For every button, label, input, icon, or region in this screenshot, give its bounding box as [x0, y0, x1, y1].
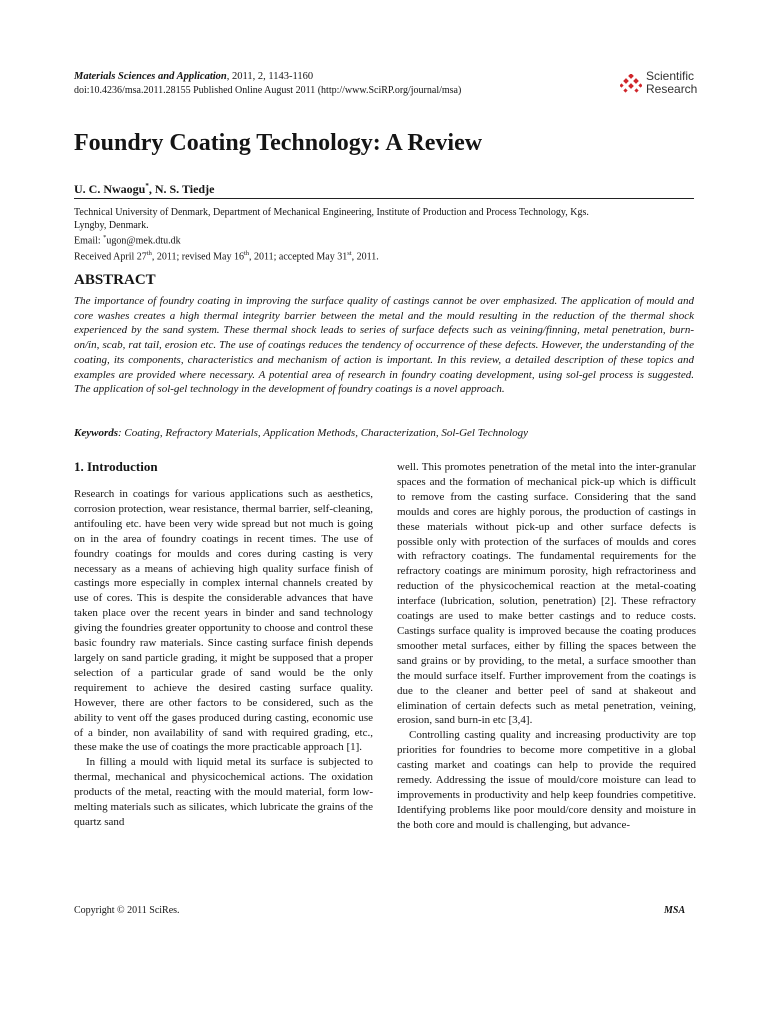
email-mark: *: [103, 234, 107, 242]
publisher-logo-icon: [620, 74, 642, 94]
section-heading: 1. Introduction: [74, 459, 158, 474]
logo-line-2: Research: [646, 82, 698, 96]
corresponding-mark: *: [145, 182, 149, 190]
year-text: , 2011.: [351, 251, 379, 263]
author-list: [74, 179, 214, 197]
journal-abbreviation: MSA: [664, 905, 686, 916]
affiliation-line-2: Lyngby, Denmark.: [74, 219, 149, 231]
email-address[interactable]: ugon@mek.dtu.dk: [106, 235, 181, 247]
abstract-heading: ABSTRACT: [74, 272, 156, 288]
journal-citation: [74, 70, 313, 83]
email-line: [74, 232, 694, 248]
revised-text: , 2011; revised May 16: [151, 251, 244, 263]
keywords-line: [74, 426, 694, 440]
affiliation-block: [74, 207, 694, 264]
accepted-text: , 2011; accepted May 31: [249, 251, 348, 263]
copyright-notice: Copyright © 2011 SciRes.: [74, 905, 180, 916]
paragraph: Controlling casting quality and increasing productivity are top priorities for foundries to become more competitive in a global casting market and coatings can help to provide the required remedy. Addressing the issue of mould/core moisture can lead to improvements in productivity and help keep foundries competitive. Identifying problems like poor mould/core density and moisture in the both core and mould is challenging, but advance-: [397, 729, 696, 831]
logo-line-1: Scientific: [646, 69, 695, 83]
abstract-text: The importance of foundry coating in improving the surface quality of castings cannot be over emphasized. The application of mould and core washes creates a high thermal integrity barrier between the metal and the mould resulting in the reduction of the thermal shock experienced by the sand system. These thermal shock leads to series of surface defects such as veining/finning, metal penetration, burn-on/in, scab, rat tail, erosion etc. The use of coatings reduces the tendency of occurrence of these defects. However, the understanding of the coating, its components, characteristics and mechanism of action is important. In this review, a detailed description of these topics and examples are provided where necessary. A potential area of research in foundry coating development, using sol-gel process is suggested. The application of sol-gel technology in the development of foundry coatings is a novel approach.: [74, 295, 694, 396]
keywords-list: : Coating, Refractory Materials, Application Methods, Characterization, Sol-Gel Technology: [118, 427, 529, 439]
ordinal-sup: th: [146, 250, 152, 258]
ordinal-sup: st: [347, 250, 352, 258]
author-first: U. C. Nwaogu: [74, 182, 146, 196]
scientific-research-logo: [620, 68, 700, 100]
title-divider: [74, 198, 694, 199]
author-rest: , N. S. Tiedje: [148, 182, 215, 196]
affiliation-line-1: Technical University of Denmark, Department of Mechanical Engineering, Institute of Production and Process Technology, Kgs.: [74, 207, 589, 218]
received-dates: [74, 248, 694, 264]
paragraph: well. This promotes penetration of the metal into the inter-granular spaces and the formation of mechanical pick-up which is difficult to remove from the casting surface. Considering that the sand moulds and cores are highly porous, the production of castings in these materials without pick-up and other surface defects is possible only with protection of the surfaces of moulds and cores with refractory coatings. The fundamental requirements for the refractory coatings are minimum porosity, high refractoriness and reduction of the physicochemical reaction at the metal-coating interface (lubrication, solution, penetration) [2]. These refractory coatings are used to make better castings and to reduce costs. Castings surface quality is improved because the coating produces smoother metal surfaces, either by filling the spaces between the sand grains or by providing, to the metal, a surface smoother than the mould surface itself. Further improvement from the coatings is due to the cleaner and better peel of sand at shakeout and elimination of certain defects such as metal penetration, veining, erosion, sand burn-in etc [3,4].: [397, 461, 696, 727]
ordinal-sup: th: [243, 250, 250, 258]
paragraph: In filling a mould with liquid metal its surface is subjected to thermal, mechanical and physicochemical actions. The oxidation products of the metal, reacting with the mould material, form low-melting materials such as silicates, which lubricate the grains of the quartz sand: [74, 756, 373, 828]
column-left: [74, 487, 373, 830]
paper-title: Foundry Coating Technology: A Review: [74, 130, 483, 156]
email-label: Email:: [74, 235, 104, 247]
column-right: [397, 460, 696, 833]
journal-name: Materials Sciences and Application: [74, 71, 227, 82]
keywords-label: Keywords: [74, 427, 118, 439]
doi-line: doi:10.4236/msa.2011.28155 Published Online August 2011 (http://www.SciRP.org/journal/msa): [74, 85, 462, 96]
received-text: Received April 27: [74, 251, 147, 263]
volume-info: , 2011, 2, 1143-1160: [226, 71, 314, 82]
paragraph: Research in coatings for various applications such as aesthetics, corrosion protection, wear resistance, thermal barrier, self-cleaning, antifouling etc. have been very wide spread but not much is going on in the area of foundry coatings in recent times. The use of foundry coatings for moulds and cores during casting is very necessary as a means of achieving high quality surface finish of castings more especially in complex internal channels created by use of cores. This is despite the considerable advances that have taken place over the recent years in binder and sand technology giving the foundries greater opportunity to choose and control these basic foundry raw materials. Since casting surface finish depends largely on sand particle grading, it might be supposed that a proper selection of a particular grade of sand would be the only requirement to achieve the desired casting surface quality. However, there are other factors to be considered, such as the ability to vent off the gases produced during casting, economic use of a binder, non availability of sand with required grading, etc., these make the use of coatings the more practicable approach [1].: [74, 488, 373, 754]
logo-text: [646, 70, 697, 96]
